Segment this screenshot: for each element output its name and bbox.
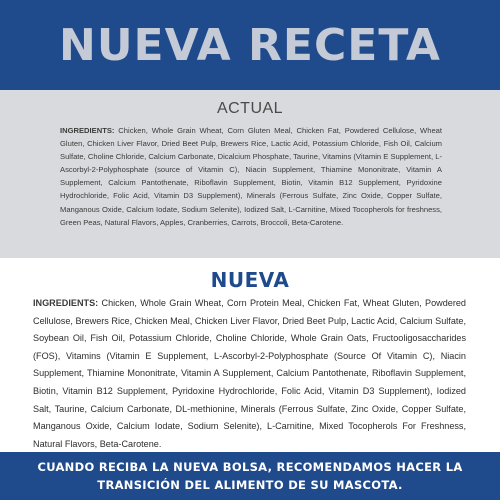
page-title: NUEVA RECETA bbox=[59, 19, 441, 71]
footer-text-line-2: TRANSICIÓN DEL ALIMENTO DE SU MASCOTA. bbox=[97, 478, 403, 492]
footer-text-line-1: CUANDO RECIBA LA NUEVA BOLSA, RECOMENDAMOS HACER LA bbox=[37, 460, 463, 474]
new-ingredients-text: Chicken, Whole Grain Wheat, Corn Protein Meal, Chicken Fat, Wheat Gluten, Powdered Cellulose, Brewers Rice, Chicken Meal, Chicken Liver Flavor, Dried Beet Pulp, Lactic Acid, Calcium Sulfate, Soybean Oil, Fish Oil, Potassium Chloride, Choline Chloride, Whole Grain Oats, Fructooligosaccharides (FOS), Vitamins (Vitamin E Supplement, L-Ascorbyl-2-Polyphosphate (Source Of Vitamin C), Niacin Supplement, Thiamine Mononitrate, Vitamin A Supplement, Calcium Pantothenate, Riboflavin Supplement, Biotin, Vitamin B12 Supplement, Pyridoxine Hydrochloride, Folic Acid, Vitamin D3 Supplement), Iodized Salt, Taurine, Calcium Carbonate, DL-methionine, Minerals (Ferrous Sulfate, Zinc Oxide, Copper Sulfate, Manganous Oxide, Calcium Iodate, Sodium Selenite), L-Carnitine, Mixed Tocopherols For Freshness, Natural Flavors, Beta-Carotene. bbox=[33, 298, 466, 449]
actual-ingredients-text: Chicken, Whole Grain Wheat, Corn Gluten Meal, Chicken Fat, Powdered Cellulose, Wheat Gluten, Chicken Liver Flavor, Dried Beet Pulp, Brewers Rice, Lactic Acid, Potassium Chloride, Fish Oil, Calcium Sulfate, Choline Chloride, Calcium Carbonate, Dicalcium Phosphate, Taurine, Vitamins (Vitamin E Supplement, L-Ascorbyl-2-Polyphosphate (source of Vitamin C), Niacin Supplement, Thiamine Mononitrate, Vitamin A Supplement, Calcium Pantothenate, Riboflavin Supplement, Biotin, Vitamin B12 Supplement, Pyridoxine Hydrochloride, Folic Acid, Vitamin D3 Supplement), Minerals (Ferrous Sulfate, Zinc Oxide, Copper Sulfate, Manganous Oxide, Calcium Iodate, Sodium Selenite), Iodized Salt, L-Carnitine, Mixed Tocopherols for freshness, Green Peas, Natural Flavors, Apples, Cranberries, Carrots, Broccoli, Beta-Carotene. bbox=[60, 126, 442, 227]
new-section-title: NUEVA bbox=[210, 268, 290, 292]
header-banner bbox=[0, 0, 500, 90]
new-ingredients-list bbox=[33, 295, 466, 453]
actual-section-title: ACTUAL bbox=[216, 100, 284, 117]
footer-banner bbox=[0, 452, 500, 500]
actual-ingredients-label: INGREDIENTS: bbox=[60, 126, 115, 135]
actual-ingredients-list bbox=[60, 124, 442, 229]
new-ingredients-label: INGREDIENTS: bbox=[33, 298, 99, 308]
new-recipe-section bbox=[0, 258, 500, 452]
actual-recipe-section bbox=[0, 90, 500, 258]
